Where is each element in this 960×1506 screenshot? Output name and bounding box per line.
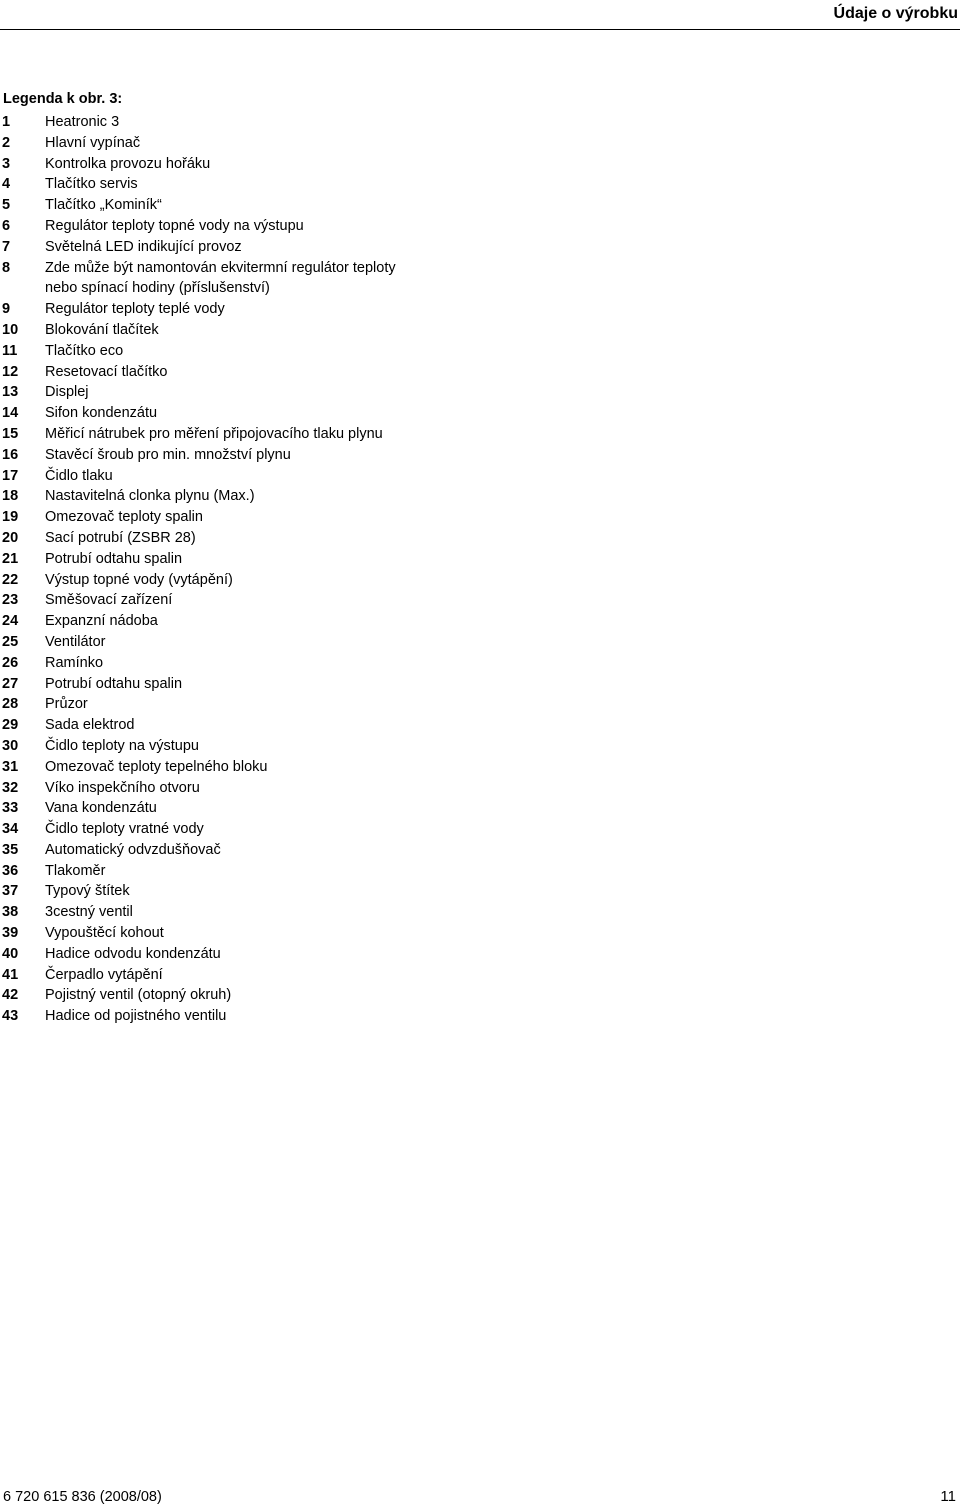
legend-item-number: 15 (2, 425, 19, 442)
legend-item-number: 21 (2, 550, 19, 567)
legend-item-text: Omezovač teploty tepelného bloku (45, 758, 268, 775)
legend-item-text: Hadice odvodu kondenzátu (45, 945, 221, 962)
legend-item-text: Heatronic 3 (45, 114, 120, 130)
legend-item-number: 33 (2, 800, 19, 817)
legend-item-text: Sací potrubí (ZSBR 28) (45, 529, 196, 546)
legend-item-text: Displej (45, 384, 89, 401)
legend-item (0, 445, 396, 466)
legend-item-text: nebo spínací hodiny (příslušenství) (45, 280, 270, 297)
legend-item-text: Průzor (45, 696, 88, 713)
legend-item-text: Čidlo tlaku (45, 467, 113, 484)
legend-item (0, 1006, 396, 1027)
legend-item (0, 674, 396, 695)
legend-item-text: Světelná LED indikující provoz (45, 238, 242, 255)
legend-item-number: 8 (2, 259, 11, 276)
legend-item (0, 133, 396, 154)
legend-item (0, 216, 396, 237)
legend-item-text: Potrubí odtahu spalin (45, 550, 183, 567)
legend-item-text: Hadice od pojistného ventilu (45, 1008, 227, 1025)
legend-item-number: 27 (2, 675, 19, 692)
legend-item (0, 632, 396, 653)
legend-item (0, 362, 396, 383)
legend-item-text: Nastavitelná clonka plynu (Max.) (45, 488, 255, 505)
legend-item-text: Tlakoměr (45, 862, 106, 879)
legend-item-number: 28 (2, 696, 19, 713)
legend-item-number: 40 (2, 945, 19, 962)
legend-item (0, 195, 396, 216)
page-number: 11 (940, 1488, 956, 1505)
legend-item-text: Kontrolka provozu hořáku (45, 155, 211, 172)
legend-item-text: Ramínko (45, 654, 104, 671)
legend-item-number: 37 (2, 883, 19, 900)
legend-item-number: 10 (2, 321, 19, 338)
legend-item (0, 902, 396, 923)
legend-list (0, 112, 396, 1027)
legend-item (0, 778, 396, 799)
legend-item-text: Vypouštěcí kohout (45, 925, 164, 942)
legend-heading: Legenda k obr. 3: (3, 91, 123, 107)
legend-item (0, 486, 396, 507)
legend-item (0, 653, 396, 674)
legend-item-text: Vana kondenzátu (45, 800, 157, 817)
legend-item-number: 41 (2, 966, 19, 983)
legend-item-number: 23 (2, 592, 19, 609)
legend-item (0, 798, 396, 819)
legend-item-number: 13 (2, 384, 19, 401)
legend-item (0, 403, 396, 424)
legend-item (0, 382, 396, 403)
legend-item-number: 6 (2, 217, 11, 234)
legend-item (0, 299, 396, 320)
legend-item (0, 570, 396, 591)
legend-item-text: Čidlo teploty na výstupu (45, 737, 199, 754)
legend-item-text: Zde může být namontován ekvitermní regulátor teploty (45, 259, 396, 276)
legend-item (0, 881, 396, 902)
legend-item-text: Víko inspekčního otvoru (45, 779, 200, 796)
legend-item-text: Pojistný ventil (otopný okruh) (45, 987, 232, 1004)
legend-item-number: 34 (2, 821, 19, 838)
legend-item (0, 341, 396, 362)
legend-item-number: 29 (2, 717, 19, 734)
legend-item-number: 9 (2, 301, 11, 318)
legend-item (0, 757, 396, 778)
legend-item-text: Čidlo teploty vratné vody (45, 821, 204, 838)
legend-item (0, 549, 396, 570)
legend-item (0, 320, 396, 341)
legend-item-number: 30 (2, 737, 19, 754)
legend-item (0, 715, 396, 736)
legend-item-text: Měřicí nátrubek pro měření připojovacího tlaku plynu (45, 425, 383, 442)
legend-item-text: Expanzní nádoba (45, 613, 158, 630)
legend-item-text: Směšovací zařízení (45, 592, 173, 609)
legend-item-number: 18 (2, 488, 19, 505)
legend-item-number: 12 (2, 363, 19, 380)
legend-item-text: Potrubí odtahu spalin (45, 675, 183, 692)
legend-item-number: 38 (2, 904, 19, 921)
legend-item (0, 258, 396, 300)
legend-item (0, 507, 396, 528)
legend-item (0, 819, 396, 840)
legend-item (0, 611, 396, 632)
legend-item (0, 424, 396, 445)
legend-item (0, 840, 396, 861)
legend-item-text: Sada elektrod (45, 717, 135, 734)
legend-item-number: 19 (2, 509, 19, 526)
legend-item (0, 736, 396, 757)
legend-item-text: Ventilátor (45, 633, 106, 650)
legend-item-number: 1 (2, 114, 11, 130)
legend-item (0, 466, 396, 487)
legend-item-number: 3 (2, 155, 11, 172)
legend-item-number: 36 (2, 862, 19, 879)
legend-item (0, 985, 396, 1006)
legend-item-number: 5 (2, 197, 11, 214)
legend-item-text: Blokování tlačítek (45, 321, 159, 338)
legend-item (0, 528, 396, 549)
legend-item-text: Tlačítko servis (45, 176, 138, 193)
legend-item-text: Sifon kondenzátu (45, 405, 158, 422)
legend-item-text: Čerpadlo vytápění (45, 966, 163, 983)
legend-item-number: 32 (2, 779, 19, 796)
legend-item-number: 22 (2, 571, 19, 588)
legend-item (0, 174, 396, 195)
legend-item (0, 944, 396, 965)
legend-item-number: 42 (2, 987, 19, 1004)
legend-item (0, 237, 396, 258)
legend-item-number: 35 (2, 841, 19, 858)
legend-item-number: 17 (2, 467, 19, 484)
legend-item-text: Regulátor teploty teplé vody (45, 301, 225, 318)
legend-item (0, 861, 396, 882)
legend-item-text: Tlačítko eco (45, 342, 124, 359)
legend-item-number: 39 (2, 925, 19, 942)
legend-item-text: Omezovač teploty spalin (45, 509, 203, 526)
legend-item-text: Typový štítek (45, 883, 130, 900)
legend-item-number: 20 (2, 529, 19, 546)
section-title: Údaje o výrobku (833, 5, 958, 22)
header-divider (0, 29, 960, 30)
legend-item-number: 2 (2, 134, 11, 151)
legend-item (0, 154, 396, 175)
legend-item-number: 7 (2, 238, 11, 255)
legend-item-number: 14 (2, 405, 19, 422)
legend-item-number: 16 (2, 446, 19, 463)
legend-item-number: 31 (2, 758, 19, 775)
legend-item-text: Regulátor teploty topné vody na výstupu (45, 217, 304, 234)
legend-item-text: 3cestný ventil (45, 904, 133, 921)
legend-item (0, 965, 396, 986)
legend-item (0, 590, 396, 611)
document-code: 6 720 615 836 (2008/08) (3, 1489, 162, 1505)
legend-item-text: Automatický odvzdušňovač (45, 841, 221, 858)
legend-item-text: Stavěcí šroub pro min. množství plynu (45, 446, 291, 463)
legend-item (0, 694, 396, 715)
legend-item-number: 25 (2, 633, 19, 650)
legend-item-number: 43 (2, 1008, 19, 1025)
legend-item-number: 26 (2, 654, 19, 671)
legend-item-text: Hlavní vypínač (45, 134, 141, 151)
legend-item-number: 4 (2, 176, 11, 193)
legend-item-number: 24 (2, 613, 19, 630)
legend-item-text: Výstup topné vody (vytápění) (45, 571, 233, 588)
legend-item-number: 11 (2, 342, 18, 359)
legend-item-text: Tlačítko „Kominík“ (45, 197, 162, 214)
legend-item-text: Resetovací tlačítko (45, 363, 168, 380)
legend-item (0, 923, 396, 944)
legend-item (0, 112, 396, 133)
